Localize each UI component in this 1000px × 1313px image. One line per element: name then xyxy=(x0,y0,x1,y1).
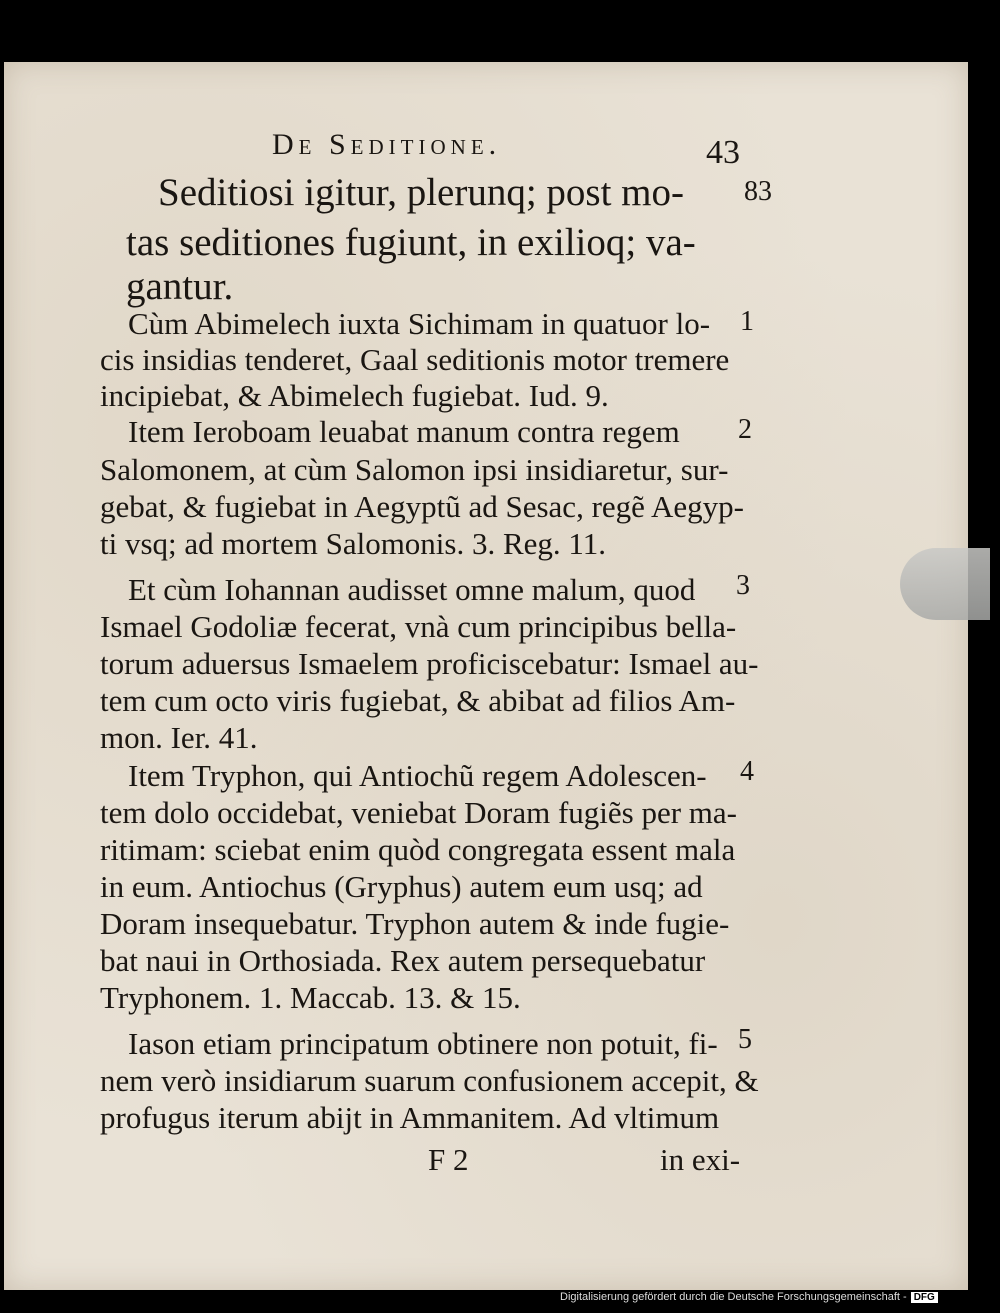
body-line: mon. Ier. 41. xyxy=(100,720,258,755)
body-line: Cùm Abimelech iuxta Sichimam in quatuor lo- xyxy=(128,306,711,341)
body-line: Item Ieroboam leuabat manum contra regem xyxy=(128,414,680,449)
body-line: profugus iterum abijt in Ammanitem. Ad vltimum xyxy=(100,1100,720,1135)
heading-line: gantur. xyxy=(126,265,234,308)
signature-mark: F 2 xyxy=(428,1142,469,1177)
body-line: ti vsq; ad mortem Salomonis. 3. Reg. 11. xyxy=(100,526,607,561)
footer-text: Digitalisierung gefördert durch die Deutsche Forschungsgemeinschaft - xyxy=(560,1291,907,1303)
body-line: Item Tryphon, qui Antiochũ regem Adolescen- xyxy=(128,758,707,793)
body-line: gebat, & fugiebat in Aegyptũ ad Sesac, regẽ Aegyp- xyxy=(100,489,744,524)
margin-note-number: 4 xyxy=(740,756,754,787)
body-line: cis insidias tenderet, Gaal seditionis motor tremere xyxy=(100,342,730,377)
page-clip xyxy=(900,548,990,620)
running-header: De Seditione. xyxy=(272,128,502,161)
heading-line: tas seditiones fugiunt, in exilioq; va- xyxy=(126,221,696,264)
body-line: in eum. Antiochus (Gryphus) autem eum usq; ad xyxy=(100,869,703,904)
body-line: bat naui in Orthosiada. Rex autem persequebatur xyxy=(100,943,706,978)
body-line: torum aduersus Ismaelem proficiscebatur: Ismael au- xyxy=(100,646,759,681)
body-line: Doram insequebatur. Tryphon autem & inde fugie- xyxy=(100,906,730,941)
body-line: Tryphonem. 1. Maccab. 13. & 15. xyxy=(100,980,521,1015)
body-line: Salomonem, at cùm Salomon ipsi insidiaretur, sur- xyxy=(100,452,729,487)
body-line: nem verò insidiarum suarum confusionem accepit, & xyxy=(100,1063,759,1098)
page-number: 43 xyxy=(706,134,740,171)
body-line: Et cùm Iohannan audisset omne malum, quod xyxy=(128,572,696,607)
body-line: Iason etiam principatum obtinere non potuit, fi- xyxy=(128,1026,718,1061)
margin-note-number: 1 xyxy=(740,306,754,337)
margin-note-number: 5 xyxy=(738,1024,752,1055)
body-line: tem dolo occidebat, veniebat Doram fugiẽs per ma- xyxy=(100,795,737,830)
margin-note-number: 2 xyxy=(738,414,752,445)
funding-footer xyxy=(560,1291,938,1303)
body-line: incipiebat, & Abimelech fugiebat. Iud. 9. xyxy=(100,378,609,413)
dfg-logo: DFG xyxy=(911,1292,938,1303)
margin-note-number: 3 xyxy=(736,570,750,601)
body-line: tem cum octo viris fugiebat, & abibat ad filios Am- xyxy=(100,683,736,718)
body-line: Ismael Godoliæ fecerat, vnà cum principibus bella- xyxy=(100,609,737,644)
body-line: ritimam: sciebat enim quòd congregata essent mala xyxy=(100,832,736,867)
margin-section-number: 83 xyxy=(744,176,772,207)
heading-line: Seditiosi igitur, plerunq; post mo- xyxy=(158,171,685,214)
catchword: in exi- xyxy=(660,1142,741,1177)
